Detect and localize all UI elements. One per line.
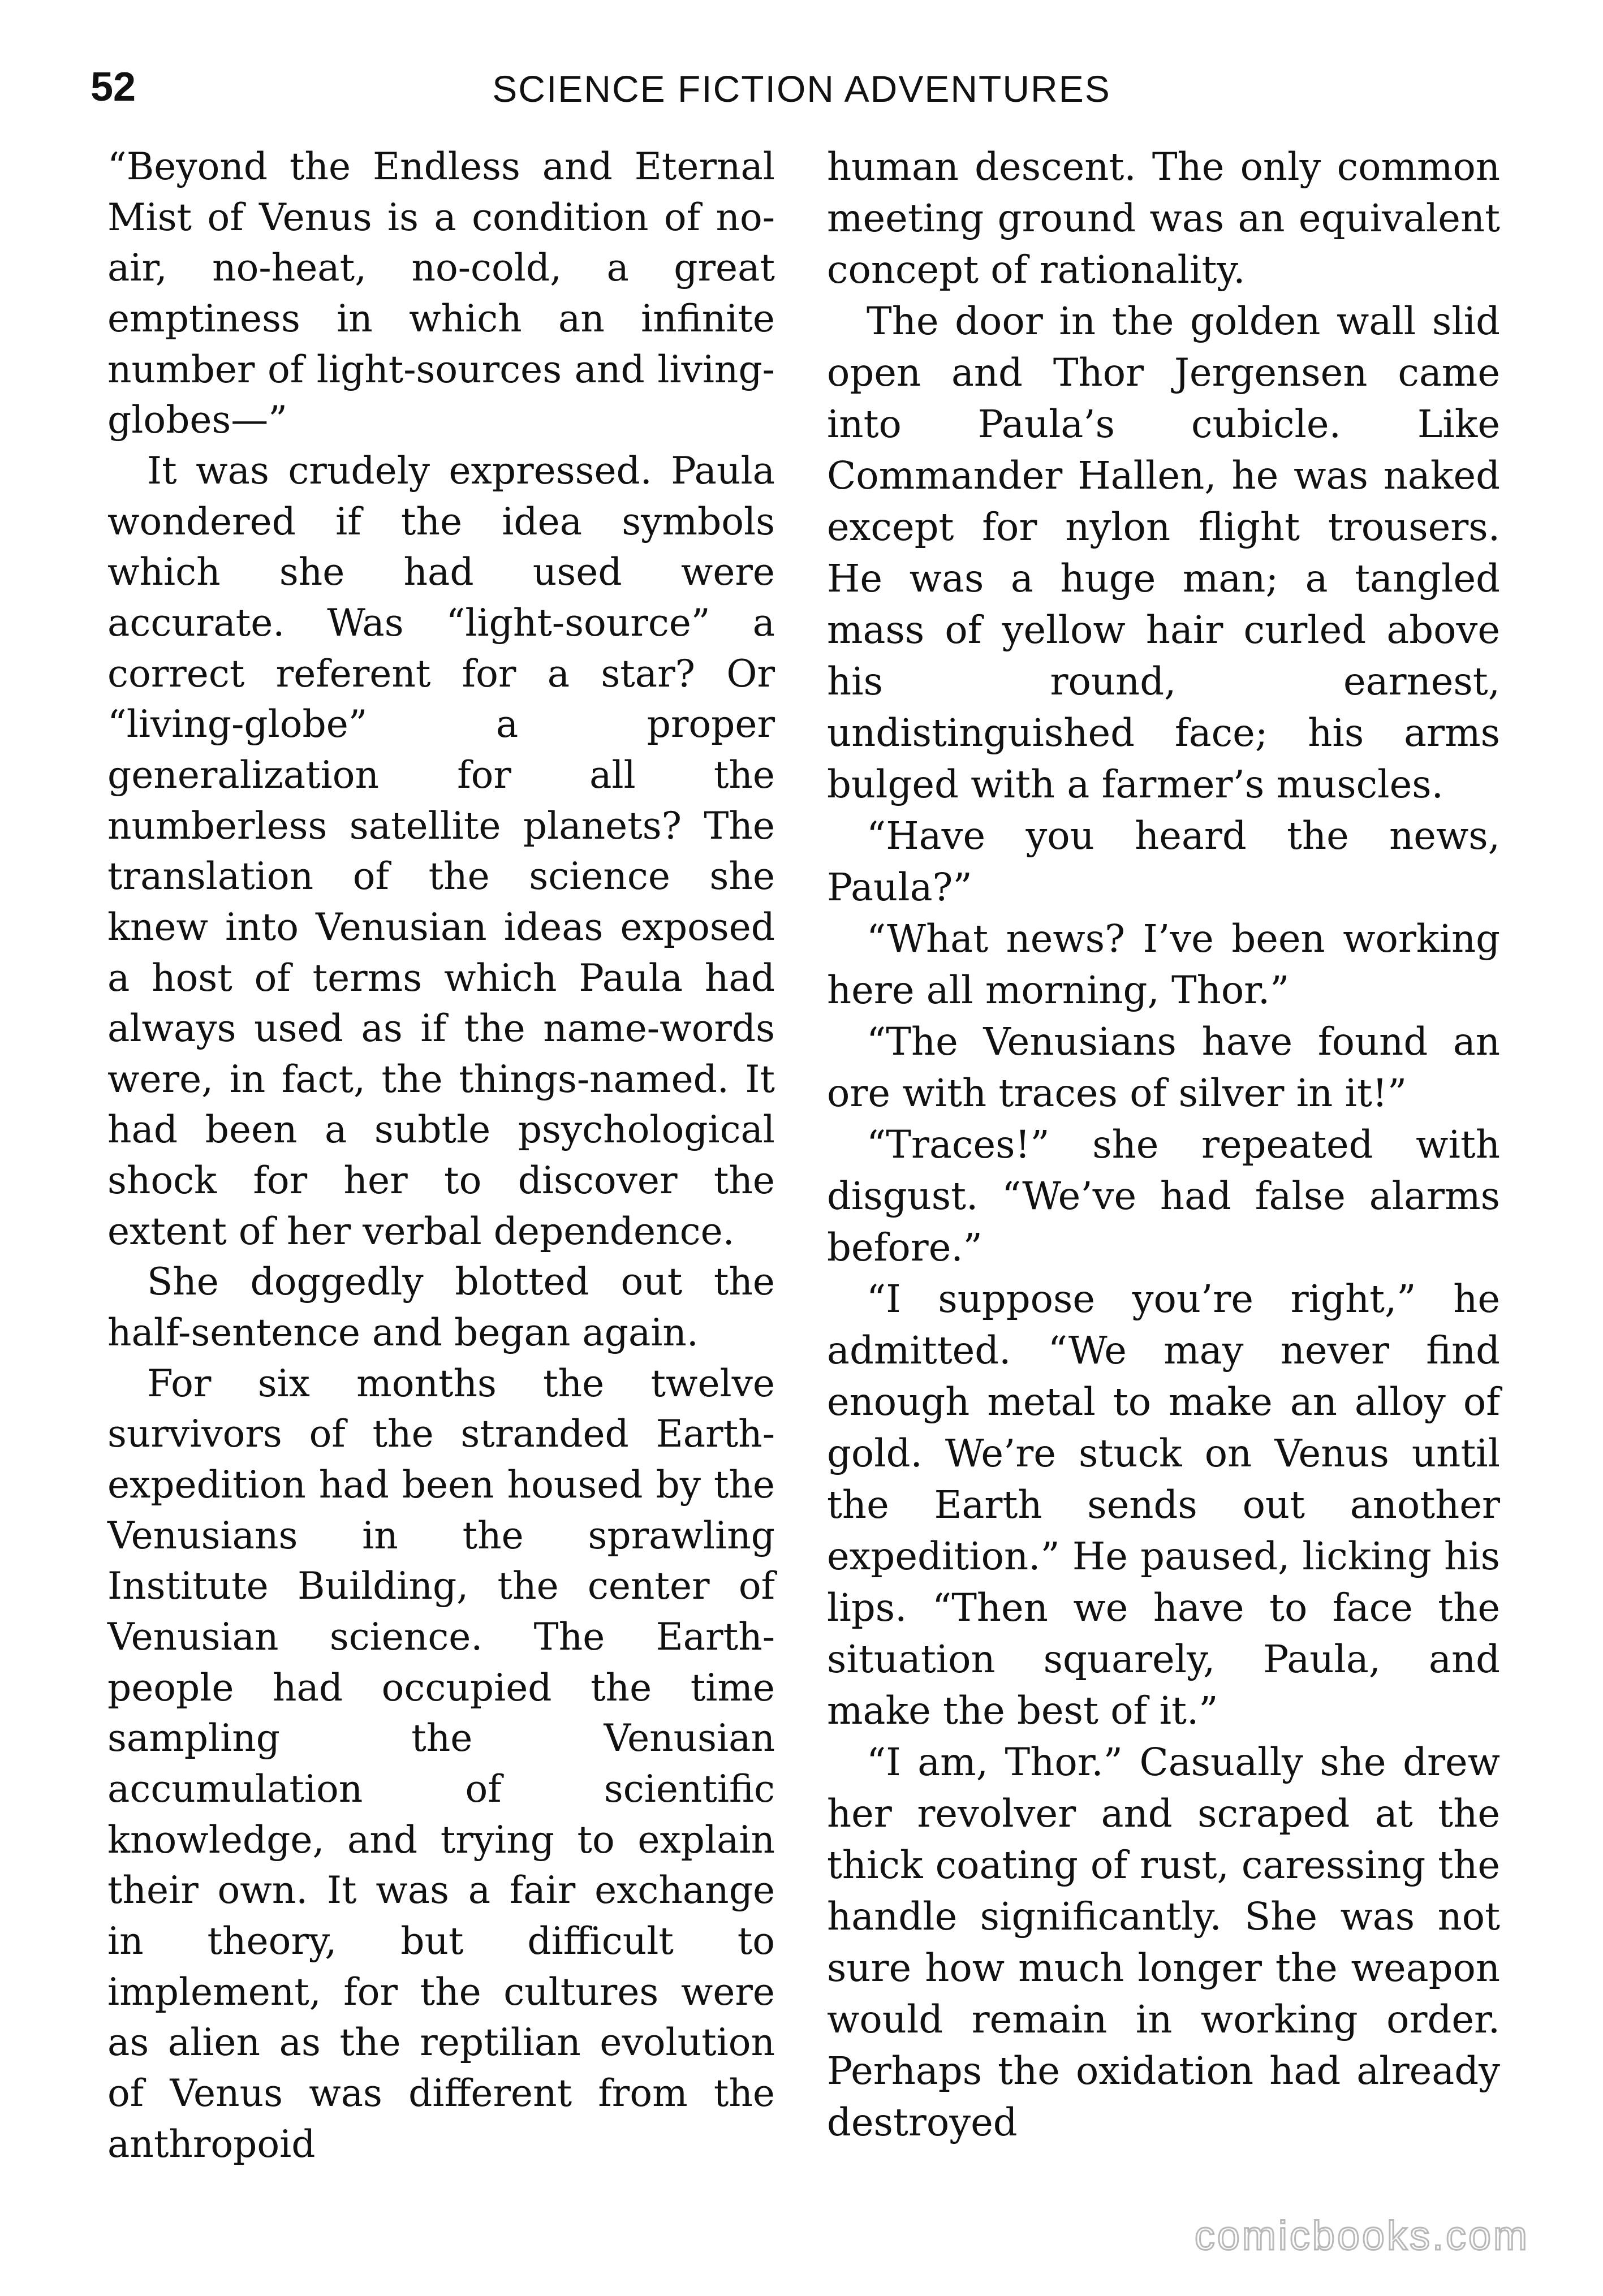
paragraph: “I am, Thor.” Casually she drew her revolver and scraped at the thick coating of rust, caressing the handle significantly. She was not sure how much longer the weapon would remain in working order. Perhaps the oxidation had already destroyed <box>827 1740 1500 2144</box>
paragraph: “Traces!” she repeated with disgust. “We’ve had false alarms before.” <box>827 1123 1500 1270</box>
paragraph: “I suppose you’re right,” he admitted. “We may never find enough metal to make an alloy of gold. We’re stuck on Venus until the Earth sends out another expedition.” He paused, licking his lips. “Then we have to face the situation squarely, Paula, and make the best of it.” <box>827 1277 1500 1733</box>
paragraph: The door in the golden wall slid open and Thor Jergensen came into Paula’s cubicle. Like Commander Hallen, he was naked except for nylon flight trousers. He was a huge man; a tangled mass of yellow hair curled above his round, earnest, undistinguished face; his arms bulged with a farmer’s muscles. <box>827 299 1500 806</box>
paragraph: “Beyond the Endless and Eternal Mist of Venus is a condition of no-air, no-heat, no-cold, a great emptiness in which an infinite number of light-sources and living-globes—” <box>107 145 775 442</box>
right-column <box>827 141 1500 2148</box>
paragraph: She doggedly blotted out the half-sentence and began again. <box>107 1260 775 1355</box>
paragraph: “What news? I’ve been working here all morning, Thor.” <box>827 917 1500 1012</box>
paragraph: For six months the twelve survivors of the stranded Earth-expedition had been housed by the Venusians in the sprawling Institute Building, the center of Venusian science. The Earth-people had occupied the time sampling the Venusian accumulation of scientific knowledge, and trying to explain their own. It was a fair exchange in theory, but difficult to implement, for the cultures were as alien as the reptilian evolution of Venus was different from the anthropoid <box>107 1361 775 2166</box>
paragraph: It was crudely expressed. Paula wondered if the idea symbols which she had used were accurate. Was “light-source” a correct referent for a star? Or “living-globe” a proper generalization for all the numberless satellite planets? The translation of the science she knew into Venusian ideas exposed a host of terms which Paula had always used as if the name-words were, in fact, the things-named. It had been a subtle psychological shock for her to discover the extent of her verbal dependence. <box>107 448 775 1253</box>
paragraph: human descent. The only common meeting ground was an equivalent concept of rationality. <box>827 145 1500 292</box>
watermark: comicbooks.com <box>1194 2213 1529 2259</box>
left-column <box>107 141 775 2169</box>
paragraph: “The Venusians have found an ore with traces of silver in it!” <box>827 1020 1500 1115</box>
page-number: 52 <box>91 64 136 110</box>
paragraph: “Have you heard the news, Paula?” <box>827 814 1500 909</box>
running-head: SCIENCE FICTION ADVENTURES <box>492 68 1111 110</box>
